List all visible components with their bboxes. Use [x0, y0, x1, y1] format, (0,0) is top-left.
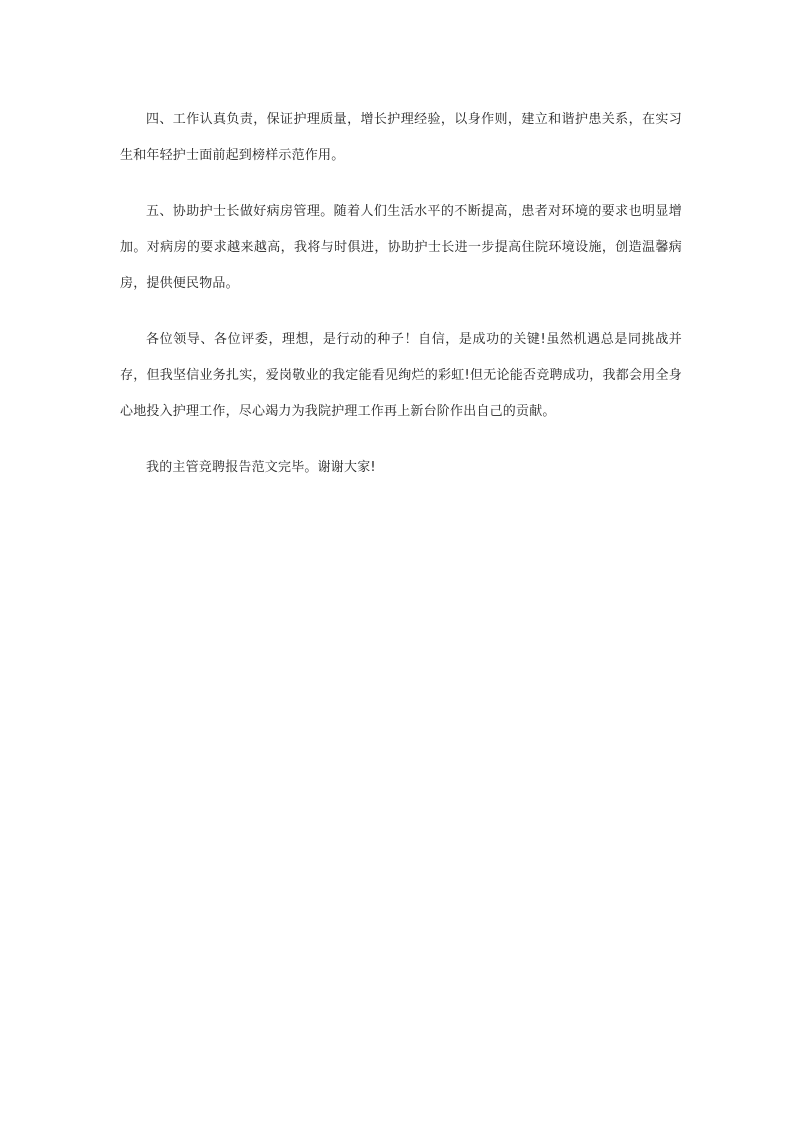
paragraph-closing-statement: 各位领导、各位评委，理想，是行动的种子！自信，是成功的关键!虽然机遇总是同挑战并存，但我坚信业务扎实，爱岗敬业的我定能看见绚烂的彩虹!但无论能否竞聘成功，我都会用全身心地投入护理工作，尽心竭力为我院护理工作再上新台阶作出自己的贡献。 [120, 332, 682, 419]
paragraph-nursing-quality: 四、工作认真负责，保证护理质量，增长护理经验，以身作则，建立和谐护患关系，在实习生和年轻护士面前起到榜样示范作用。 [120, 112, 682, 163]
paragraph-ward-management: 五、协助护士长做好病房管理。随着人们生活水平的不断提高，患者对环境的要求也明显增加。对病房的要求越来越高，我将与时俱进，协助护士长进一步提高住院环境设施，创造温馨病房，提供便民物品。 [120, 204, 682, 291]
paragraph-thanks: 我的主管竞聘报告范文完毕。谢谢大家! [146, 460, 376, 475]
document-body [120, 102, 682, 506]
